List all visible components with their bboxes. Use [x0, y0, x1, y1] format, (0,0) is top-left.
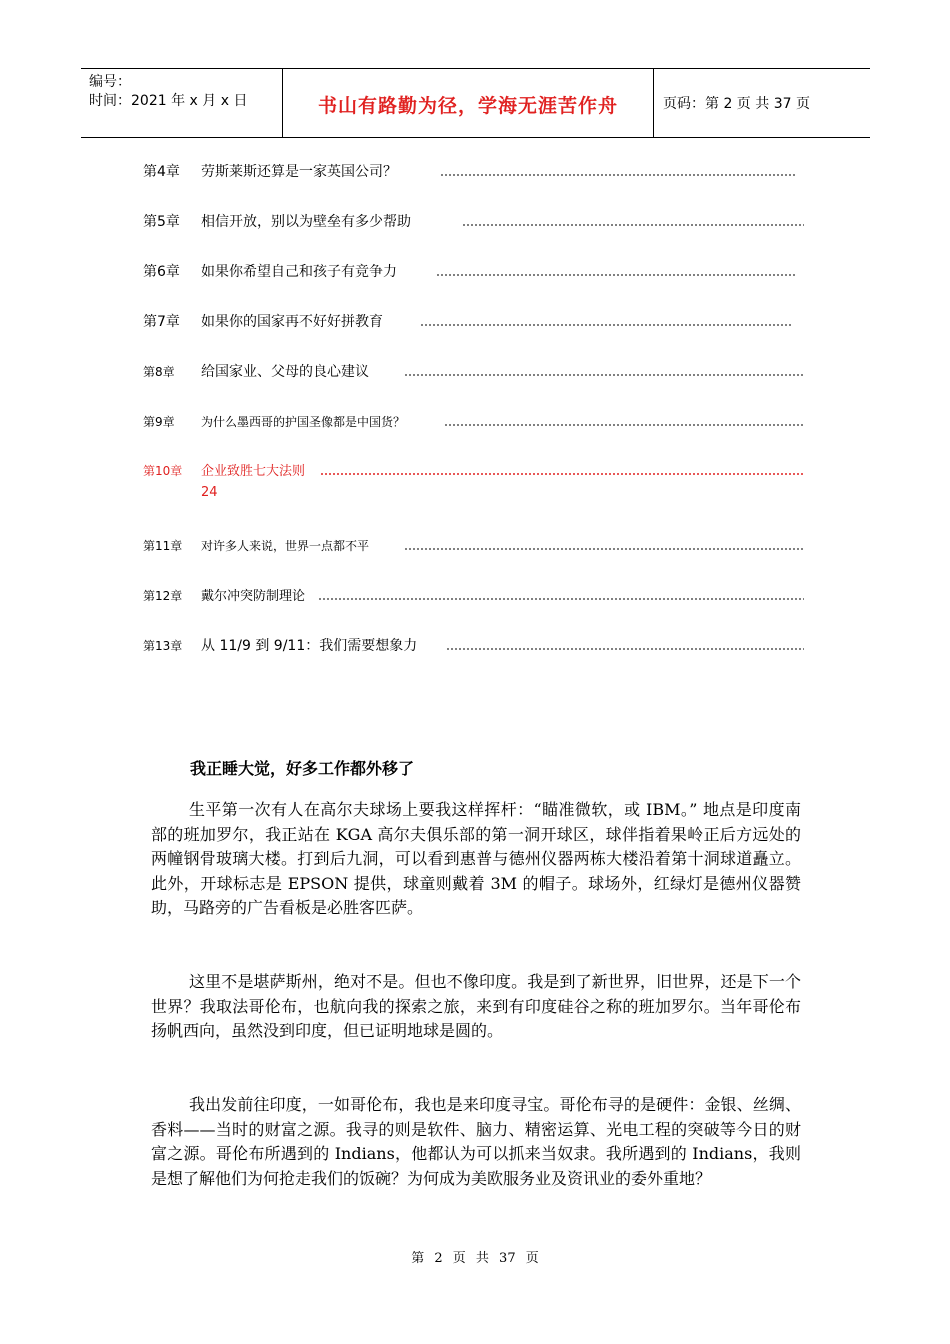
toc-title: 劳斯莱斯还算是一家英国公司？	[201, 164, 397, 180]
toc-chapter: 第12章	[143, 589, 183, 603]
date-label: 时间：2021 年 x 月 x 日	[89, 93, 248, 109]
toc-leader	[404, 548, 804, 550]
toc-item[interactable]	[143, 362, 369, 386]
article-heading: 我正睡大觉，好多工作都外移了	[190, 759, 415, 778]
toc-item[interactable]	[143, 636, 417, 660]
toc-leader	[318, 598, 804, 600]
toc-title: 相信开放，别以为壁垒有多少帮助	[201, 214, 411, 230]
serial-label: 编号：	[89, 74, 131, 90]
toc-title: 戴尔冲突防制理论	[201, 589, 306, 604]
toc-title: 企业致胜七大法则	[201, 464, 306, 479]
toc-leader	[320, 473, 804, 475]
toc-title: 从 11/9 到 9/11：我们需要想象力	[201, 638, 418, 654]
toc-chapter: 第5章	[143, 214, 180, 230]
header-motto: 书山有路勤为径，学海无涯苦作舟	[317, 95, 618, 117]
header-page-label: 页码：第 2 页 共 37 页	[663, 96, 810, 112]
page-header	[81, 68, 870, 138]
toc-item[interactable]	[143, 536, 369, 560]
toc-chapter: 第11章	[143, 539, 183, 553]
article-paragraph: 我出发前往印度，一如哥伦布，我也是来印度寻宝。哥伦布寻的是硬件：金银、丝绸、香料——当时的财富之源。我寻的则是软件、脑力、精密运算、光电工程的突破等今日的财富之源。哥伦布所遇到的 Indians，他都认为可以抓来当奴隶。我所遇到的 Indians，我则是想了解他们为何抢走我们的饭碗？为何成为美欧服务业及资讯业的委外重地？	[151, 1095, 801, 1188]
page-footer: 第 2 页 共 37 页	[411, 1251, 539, 1266]
toc-leader	[440, 174, 795, 176]
toc-chapter: 第6章	[143, 264, 180, 280]
toc-item[interactable]	[143, 312, 383, 336]
toc-leader	[436, 274, 795, 276]
toc-title: 如果你希望自己和孩子有竞争力	[201, 264, 397, 280]
toc-title: 为什么墨西哥的护国圣像都是中国货？	[201, 415, 406, 429]
article-paragraph: 这里不是堪萨斯州，绝对不是。但也不像印度。我是到了新世界，旧世界，还是下一个世界？我取法哥伦布，也航向我的探索之旅，来到有印度硅谷之称的班加罗尔。当年哥伦布扬帆西向，虽然没到印度，但已证明地球是圆的。	[151, 972, 801, 1040]
toc-leader	[404, 374, 804, 376]
toc-page-number: 24	[201, 485, 218, 500]
toc-chapter: 第9章	[143, 415, 175, 429]
toc-title: 如果你的国家再不好好拼教育	[201, 314, 383, 330]
toc-chapter: 第13章	[143, 639, 183, 653]
toc-chapter: 第8章	[143, 365, 175, 379]
toc-leader	[420, 324, 793, 326]
toc-leader	[462, 224, 804, 226]
toc-item[interactable]	[143, 262, 397, 286]
toc-title: 给国家业、父母的良心建议	[201, 364, 369, 380]
toc-chapter: 第4章	[143, 164, 180, 180]
toc-item-active[interactable]	[143, 461, 305, 485]
toc-item[interactable]	[143, 412, 405, 436]
toc-chapter: 第10章	[143, 464, 183, 478]
header-meta	[89, 73, 247, 111]
header-divider	[653, 69, 654, 137]
toc-leader	[444, 424, 804, 426]
toc-item[interactable]	[143, 212, 411, 236]
toc-chapter: 第7章	[143, 314, 180, 330]
toc-leader	[446, 648, 804, 650]
toc-title: 对许多人来说，世界一点都不平	[201, 539, 370, 553]
article-paragraph: 生平第一次有人在高尔夫球场上要我这样挥杆：“瞄准微软，或 IBM。” 地点是印度南部的班加罗尔，我正站在 KGA 高尔夫俱乐部的第一洞开球区，球伴指着果岭正后方远处的两幢钢骨玻璃大楼。打到后九洞，可以看到惠普与德州仪器两栋大楼沿着第十洞球道矗立。此外，开球标志是 EPSON 提供，球童则戴着 3M 的帽子。球场外，红绿灯是德州仪器赞助，马路旁的广告看板是必胜客匹萨。	[151, 800, 801, 917]
toc-item[interactable]	[143, 162, 397, 186]
toc-item[interactable]	[143, 586, 305, 610]
